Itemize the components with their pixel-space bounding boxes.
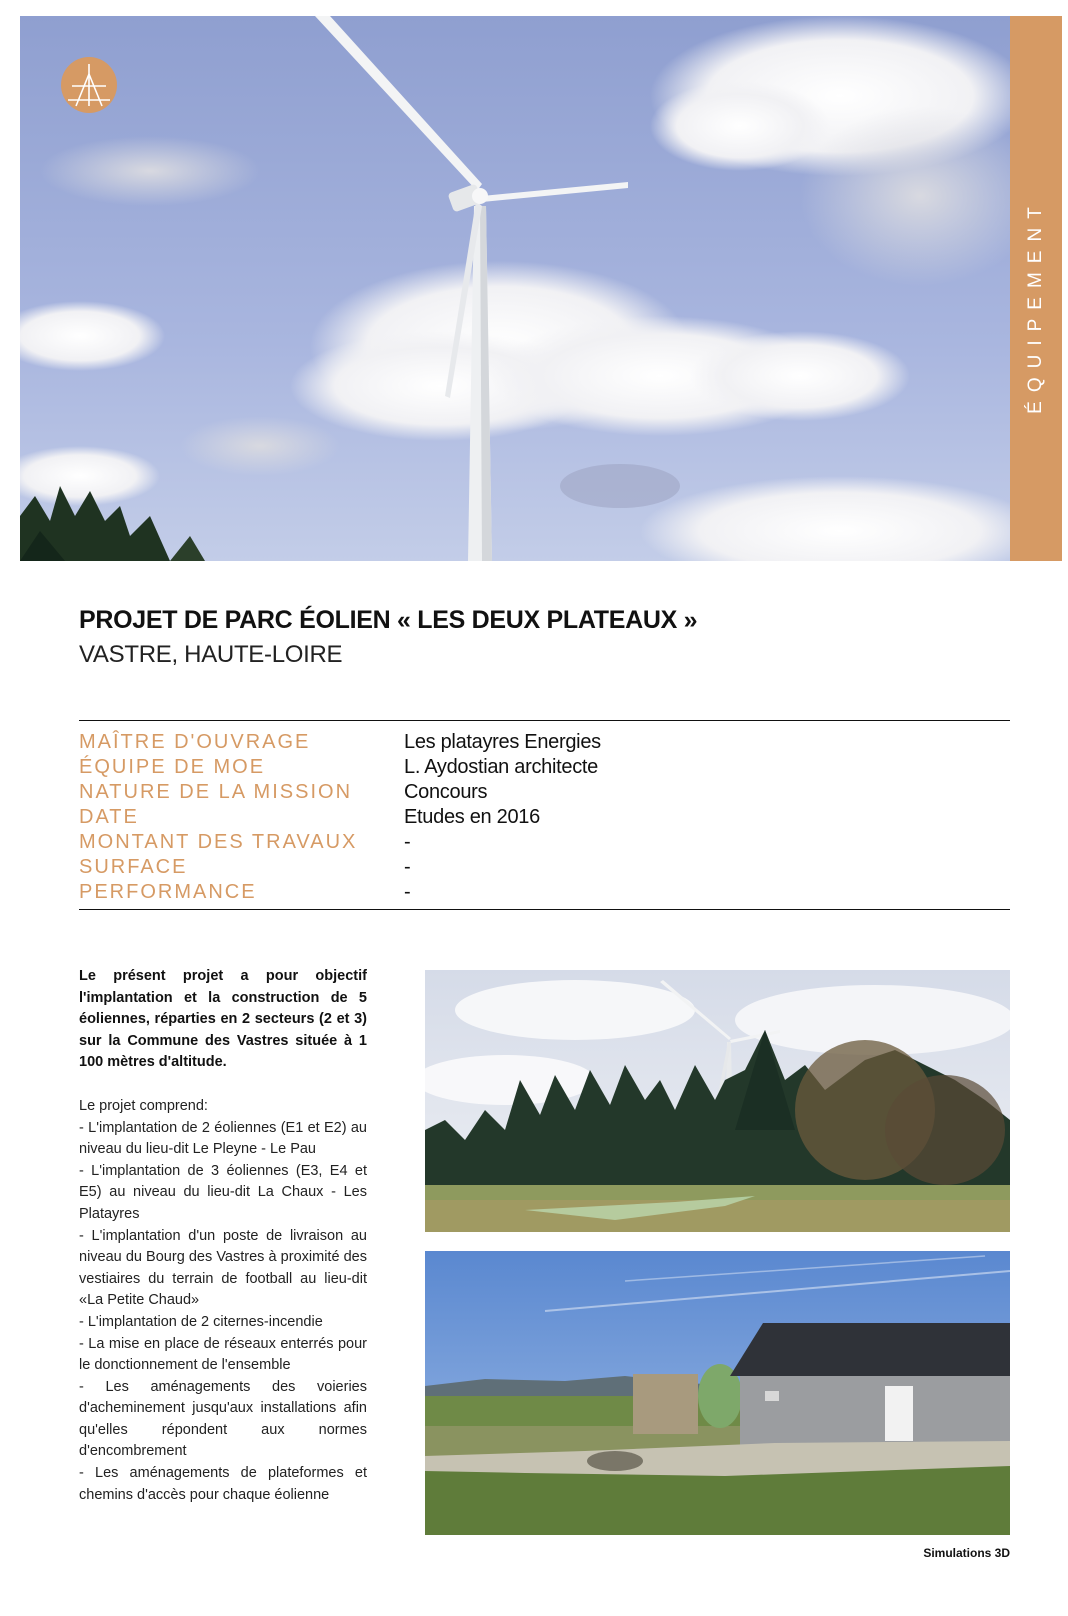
info-value: Les platayres Energies: [404, 731, 601, 753]
image-caption: Simulations 3D: [923, 1546, 1010, 1560]
info-label: SURFACE: [79, 856, 188, 878]
info-label: MONTANT DES TRAVAUX: [79, 831, 358, 853]
list-item: - La mise en place de réseaux enterrés pour le donctionnement de l'ensemble: [79, 1335, 367, 1374]
info-label: NATURE DE LA MISSION: [79, 781, 353, 803]
info-label: PERFORMANCE: [79, 881, 257, 903]
info-label: DATE: [79, 806, 139, 828]
simulation-image-forest: [425, 970, 1010, 1232]
list-item: - Les aménagements de plateformes et chemins d'accès pour chaque éolienne: [79, 1465, 367, 1503]
list-item: - L'implantation de 2 citernes-incendie: [79, 1313, 323, 1330]
info-row-cost: [79, 831, 1010, 856]
info-row-client: [79, 731, 1010, 756]
architect-logo-icon: [60, 56, 118, 114]
category-band: [1010, 16, 1062, 561]
list-item: - L'implantation de 2 éoliennes (E1 et E2) au niveau du lieu-dit Le Pleyne - Le Pau: [79, 1119, 367, 1158]
project-description: [79, 966, 367, 1506]
list-item: - L'implantation d'un poste de livraison au niveau du Bourg des Vastres à proximité des vestiaires du terrain de football au lieu-dit «La Petite Chaud»: [79, 1227, 367, 1309]
page-title: PROJET DE PARC ÉOLIEN « LES DEUX PLATEAUX »: [79, 606, 698, 634]
info-row-surface: [79, 856, 1010, 881]
info-value: Concours: [404, 781, 488, 803]
info-row-date: [79, 806, 1010, 831]
lead-paragraph: Le présent projet a pour objectif l'implantation et la construction de 5 éoliennes, réparties en 2 secteurs (2 et 3) sur la Commune des Vastres située à 1 100 mètres d'altitude.: [79, 968, 367, 1071]
simulation-image-building: [425, 1251, 1010, 1535]
list-item: - L'implantation de 3 éoliennes (E3, E4 et E5) au niveau du lieu-dit La Chaux - Les Platayres: [79, 1162, 367, 1222]
intro-line: Le projet comprend:: [79, 1097, 208, 1114]
info-value: Etudes en 2016: [404, 806, 540, 828]
category-label: ÉQUIPEMENT: [1025, 198, 1046, 414]
list-item: - Les aménagements des voieries d'acheminement jusqu'aux installations afin qu'elles répondent aux normes d'encombrement: [79, 1378, 367, 1460]
info-value: -: [404, 856, 411, 878]
info-value: -: [404, 831, 411, 853]
info-row-mission: [79, 781, 1010, 806]
info-label: ÉQUIPE DE MOE: [79, 756, 266, 778]
info-row-team: [79, 756, 1010, 781]
page-subtitle: VASTRE, HAUTE-LOIRE: [79, 641, 343, 668]
info-row-performance: [79, 881, 1010, 906]
project-info-table: [79, 720, 1010, 910]
info-value: -: [404, 881, 411, 903]
info-label: MAÎTRE D'OUVRAGE: [79, 731, 311, 753]
info-value: L. Aydostian architecte: [404, 756, 598, 778]
hero-wind-turbine-image: [20, 16, 1010, 561]
